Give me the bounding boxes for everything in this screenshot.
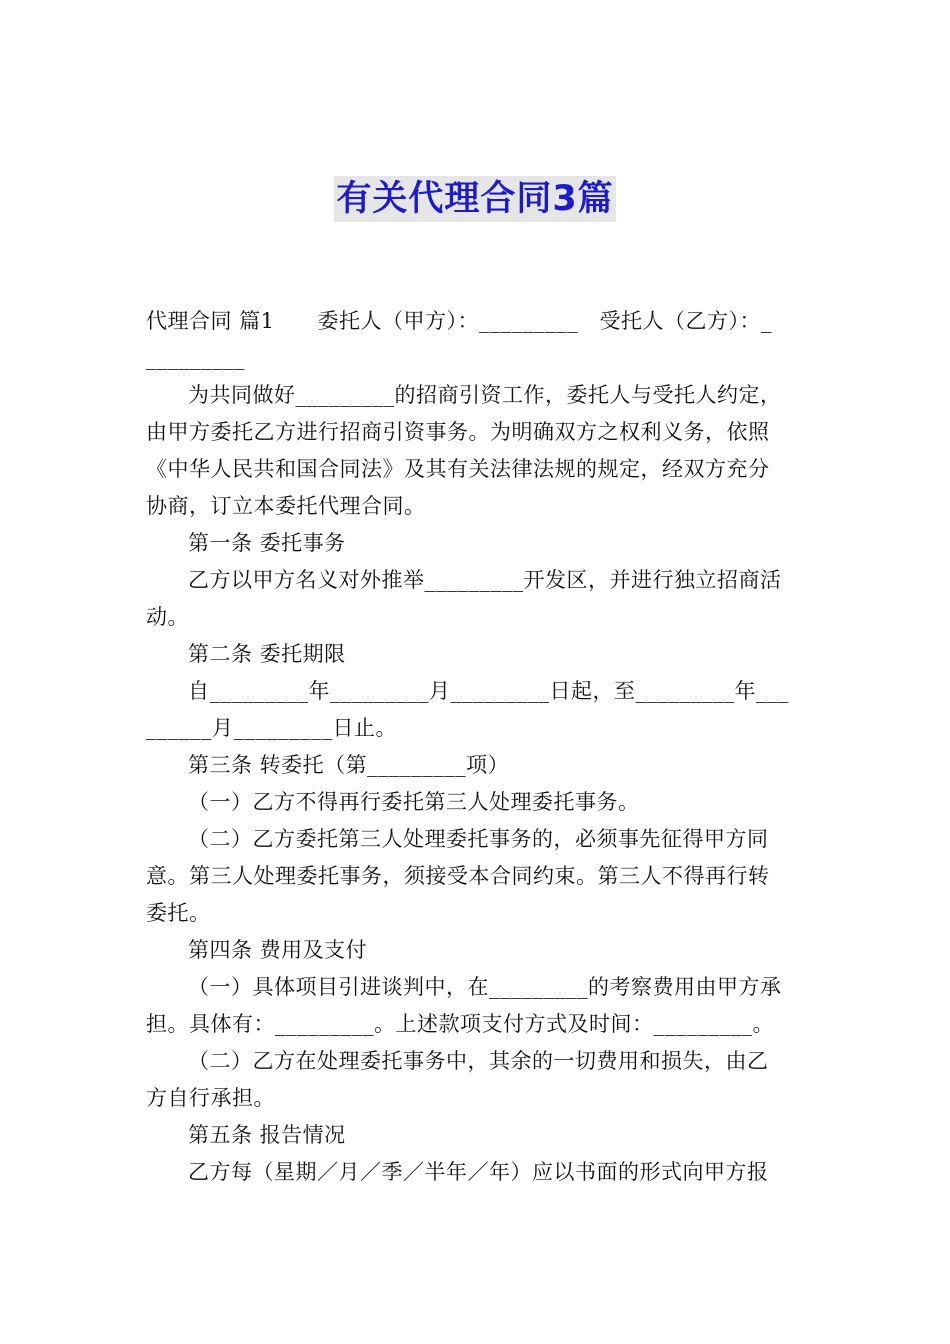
paragraph-line: 方自行承担。 [146, 1086, 275, 1110]
article-heading: 第二条 委托期限 [188, 642, 346, 666]
header-line-continued: _________ [146, 346, 245, 370]
paragraph-line: ______月_________日止。 [146, 716, 397, 740]
paragraph-line: 乙方每（星期／月／季／半年／年）应以书面的形式向甲方报 [188, 1160, 769, 1184]
paragraph-line: 由甲方委托乙方进行招商引资事务。为明确双方之权利义务，依照 [146, 420, 770, 444]
paragraph-line: （二）乙方委托第三人处理委托事务的，必须事先征得甲方同 [188, 827, 769, 851]
article-heading: 第三条 转委托（第_________项） [188, 753, 510, 777]
paragraph-line: 协商，订立本委托代理合同。 [146, 494, 426, 518]
paragraph-line: 自_________年_________月_________日起，至_________年___ [188, 679, 789, 703]
document-body [146, 303, 806, 1191]
paragraph-line: 《中华人民共和国合同法》及其有关法律法规的规定，经双方充分 [146, 457, 770, 481]
paragraph-line: （一）具体项目引进谈判中，在_________的考察费用由甲方承 [188, 975, 782, 999]
header-line: 代理合同 篇1 委托人（甲方）：_________ 受托人（乙方）：_ [146, 309, 773, 333]
paragraph-line: 意。第三人处理委托事务，须接受本合同约束。第三人不得再行转 [146, 864, 770, 888]
paragraph-line: （一）乙方不得再行委托第三人处理委托事务。 [188, 790, 640, 814]
paragraph-line: 委托。 [146, 901, 211, 925]
paragraph-line: 为共同做好_________的招商引资工作，委托人与受托人约定， [188, 383, 782, 407]
paragraph-line: 动。 [146, 605, 189, 629]
document-title: 有关代理合同3篇 [334, 176, 615, 222]
article-heading: 第四条 费用及支付 [188, 938, 368, 962]
paragraph-line: 乙方以甲方名义对外推举_________开发区，并进行独立招商活 [188, 568, 782, 592]
article-heading: 第一条 委托事务 [188, 531, 346, 555]
paragraph-line: 担。具体有：_________。上述款项支付方式及时间：_________。 [146, 1012, 774, 1036]
title-container [0, 176, 950, 222]
article-heading: 第五条 报告情况 [188, 1123, 346, 1147]
paragraph-line: （二）乙方在处理委托事务中，其余的一切费用和损失，由乙 [188, 1049, 769, 1073]
